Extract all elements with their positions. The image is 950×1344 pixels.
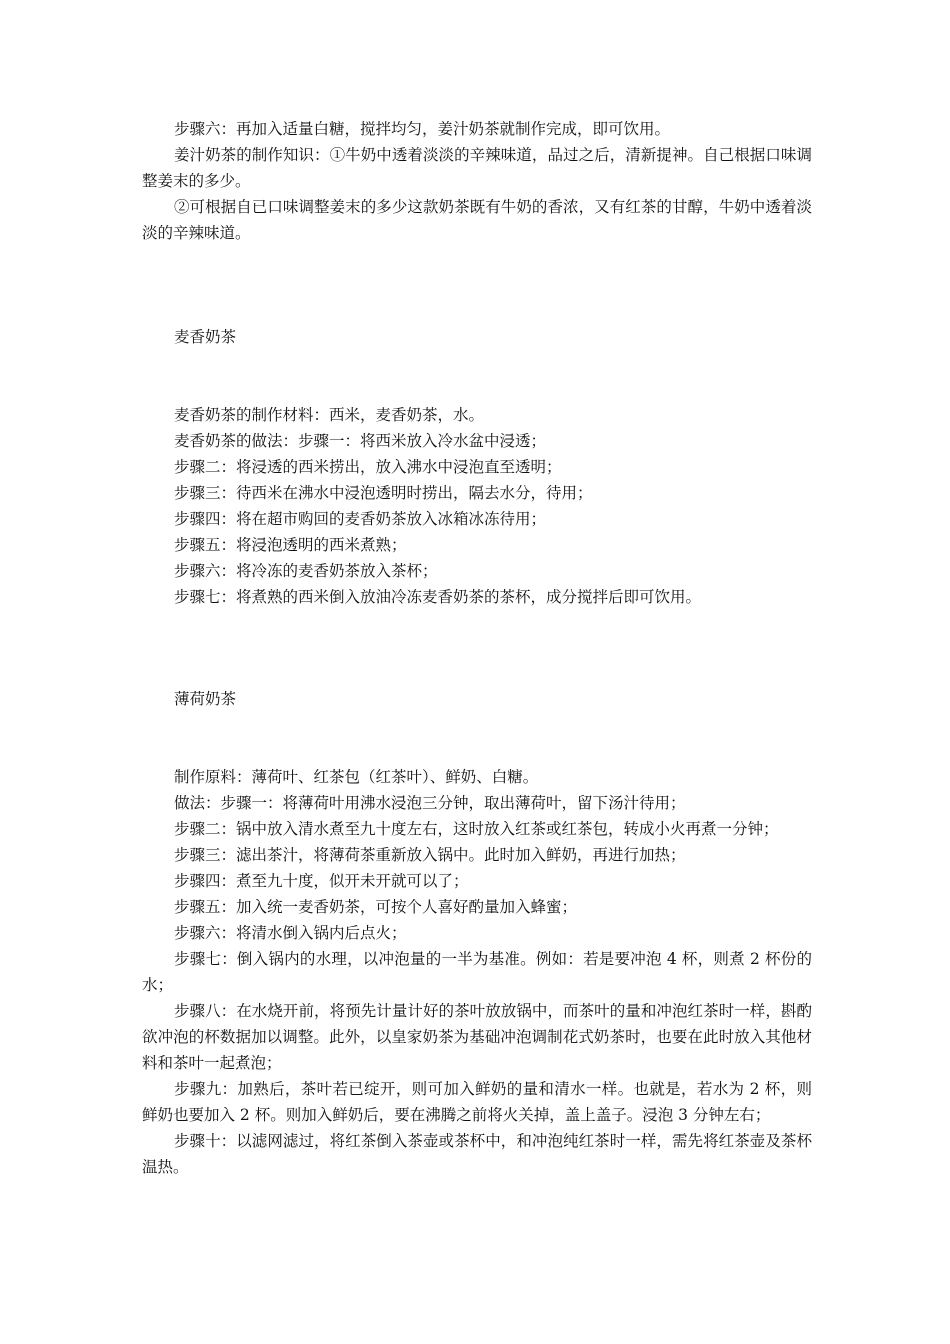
- paragraph: 步骤四：将在超市购回的麦香奶茶放入冰箱冰冻待用；: [174, 510, 547, 528]
- paragraph: 麦香奶茶的做法：步骤一：将西米放入冷水盆中浸透；: [174, 432, 547, 450]
- paragraph: 步骤六：将冷冻的麦香奶茶放入茶杯；: [174, 562, 438, 580]
- paragraph: 步骤三：待西米在沸水中浸泡透明时捞出，隔去水分，待用；: [174, 484, 593, 502]
- paragraph: 步骤七：倒入锅内的水理，以冲泡量的一半为基准。例如：若是要冲泡 4 杯，则煮 2 杯份的水；: [142, 950, 812, 994]
- paragraph: 步骤二：锅中放入清水煮至九十度左右，这时放入红茶或红茶包，转成小火再煮一分钟；: [174, 820, 779, 838]
- paragraph: 步骤五：将浸泡透明的西米煮熟；: [174, 536, 407, 554]
- paragraph: 步骤五：加入统一麦香奶茶，可按个人喜好酌量加入蜂蜜；: [174, 898, 578, 916]
- section-mint-milk-tea: [142, 764, 812, 1180]
- paragraph: 步骤四：煮至九十度，似开未开就可以了；: [174, 872, 469, 890]
- document-body: [142, 116, 812, 1180]
- paragraph: 做法：步骤一：将薄荷叶用沸水浸泡三分钟，取出薄荷叶，留下汤汁待用；: [174, 794, 686, 812]
- paragraph: 麦香奶茶的制作材料：西米，麦香奶茶，水。: [174, 406, 485, 424]
- section-title-malt-milk-tea: 麦香奶茶: [174, 328, 237, 346]
- section-malt-milk-tea: [142, 402, 812, 610]
- paragraph: 步骤七：将煮熟的西米倒入放油冷冻麦香奶茶的茶杯，成分搅拌后即可饮用。: [174, 588, 702, 606]
- paragraph: 姜汁奶茶的制作知识：①牛奶中透着淡淡的辛辣味道，品过之后，清新提神。自己根据口味调整姜末的多少。: [142, 146, 812, 190]
- paragraph: 步骤六：再加入适量白糖，搅拌均匀，姜汁奶茶就制作完成，即可饮用。: [174, 120, 671, 138]
- paragraph: 步骤九：加熟后，茶叶若已绽开，则可加入鲜奶的量和清水一样。也就是，若水为 2 杯，则鲜奶也要加入 2 杯。则加入鲜奶后，要在沸腾之前将火关掉，盖上盖子。浸泡 3 分钟左右；: [142, 1080, 812, 1124]
- paragraph: 制作原料：薄荷叶、红茶包（红茶叶）、鲜奶、白糖。: [174, 768, 539, 786]
- paragraph: 步骤二：将浸透的西米捞出，放入沸水中浸泡直至透明；: [174, 458, 562, 476]
- section-title-mint-milk-tea: 薄荷奶茶: [174, 690, 237, 708]
- paragraph: 步骤六：将清水倒入锅内后点火；: [174, 924, 407, 942]
- paragraph: 步骤十：以滤网滤过，将红茶倒入茶壶或茶杯中，和冲泡纯红茶时一样，需先将红茶壶及茶杯温热。: [142, 1132, 812, 1176]
- section-ginger-milk-tea-continued: [142, 116, 812, 246]
- paragraph: 步骤八：在水烧开前，将预先计量计好的茶叶放放锅中，而茶叶的量和冲泡红茶时一样，斟酌欲冲泡的杯数据加以调整。此外，以皇家奶茶为基础冲泡调制花式奶茶时，也要在此时放入其他材料和茶叶一起煮泡；: [142, 1002, 812, 1072]
- paragraph: ②可根据自已口味调整姜末的多少这款奶茶既有牛奶的香浓，又有红茶的甘醇，牛奶中透着淡淡的辛辣味道。: [142, 198, 812, 242]
- paragraph: 步骤三：滤出茶汁，将薄荷茶重新放入锅中。此时加入鲜奶，再进行加热；: [174, 846, 686, 864]
